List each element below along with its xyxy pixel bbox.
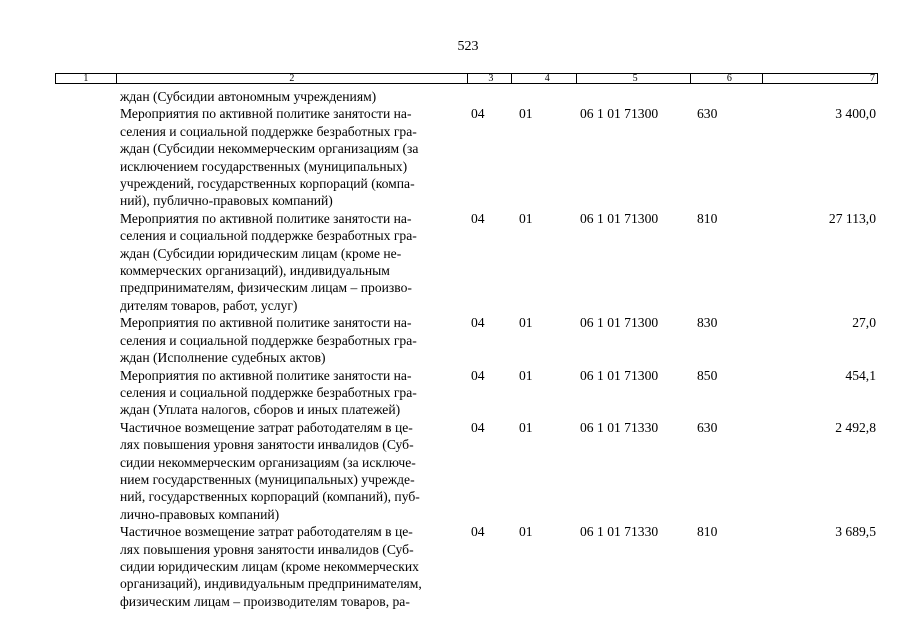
cell-section [468, 88, 512, 105]
cell-amount: 3 400,0 [835, 106, 876, 122]
table-header [55, 73, 878, 84]
cell-section: 04 [471, 315, 485, 331]
header-col-5: 5 [577, 74, 692, 83]
cell-description: Мероприятия по активной политике занятости на- селения и социальной поддержке безработных гра- ждан (Субсидии юридическим лицам (кроме не- коммерческих организаций), индивидуальным предпринимателям, физическим лицам – произво- дителям товаров, работ, услуг) [120, 210, 417, 313]
cell-col-1 [55, 419, 116, 523]
cell-col-1 [55, 367, 116, 419]
table-row [55, 88, 878, 105]
cell-subsection: 01 [519, 210, 533, 226]
cell-target-code: 06 1 01 71300 [580, 106, 659, 122]
cell-description: Мероприятия по активной политике занятости на- селения и социальной поддержке безработных гра- ждан (Уплата налогов, сборов и иных платежей) [120, 367, 417, 418]
cell-expense-type: 810 [697, 210, 718, 226]
header-col-4: 4 [512, 74, 577, 83]
page-number: 523 [457, 39, 479, 54]
cell-description: Мероприятия по активной политике занятости на- селения и социальной поддержке безработных гра- ждан (Субсидии некоммерческим организациям (за исключением государственных (муниципальных) учреждений, государственных корпораций (компа- ний), публично-правовых компаний) [120, 106, 419, 209]
cell-description: ждан (Субсидии автономным учреждениям) [120, 89, 377, 104]
cell-col-1 [55, 314, 116, 366]
cell-amount: 454,1 [845, 367, 876, 383]
cell-expense-type: 810 [697, 524, 718, 540]
cell-subsection: 01 [519, 367, 533, 383]
cell-col-1 [55, 210, 116, 314]
cell-section: 04 [471, 210, 485, 226]
cell-section: 04 [471, 106, 485, 122]
cell-subsection: 01 [519, 524, 533, 540]
table-row [55, 210, 878, 314]
cell-description: Частичное возмещение затрат работодателям в це- лях повышения уровня занятости инвалидов (Суб- сидии некоммерческим организациям (за исключе- нием государственных (муниципальных) учрежде- ний, государственных корпораций (компаний), пуб- лично-правовых компаний) [120, 419, 420, 522]
cell-section: 04 [471, 419, 485, 435]
cell-section: 04 [471, 524, 485, 540]
header-col-6: 6 [691, 74, 763, 83]
cell-target-code [577, 88, 692, 105]
table-row [55, 314, 878, 366]
table-row [55, 105, 878, 209]
table-row [55, 523, 878, 610]
cell-target-code: 06 1 01 71300 [580, 315, 659, 331]
header-col-3: 3 [468, 74, 512, 83]
cell-expense-type: 830 [697, 315, 718, 331]
cell-subsection: 01 [519, 419, 533, 435]
table-row [55, 419, 878, 523]
header-col-2: 2 [117, 74, 468, 83]
cell-target-code: 06 1 01 71300 [580, 367, 659, 383]
header-col-7: 7 [870, 73, 875, 84]
cell-subsection: 01 [519, 315, 533, 331]
cell-subsection: 01 [519, 106, 533, 122]
cell-col-1 [55, 105, 116, 209]
cell-col-1 [55, 523, 116, 610]
cell-amount: 27,0 [852, 315, 876, 331]
cell-description: Частичное возмещение затрат работодателям в це- лях повышения уровня занятости инвалидов (Суб- сидии юридическим лицам (кроме некоммерческих организаций), индивидуальным предпринимателям, физическим лицам – производителям товаров, ра- [120, 524, 422, 609]
cell-target-code: 06 1 01 71330 [580, 419, 659, 435]
cell-subsection [512, 88, 577, 105]
cell-target-code: 06 1 01 71330 [580, 524, 659, 540]
cell-expense-type: 850 [697, 367, 718, 383]
cell-amount: 2 492,8 [835, 419, 876, 435]
cell-target-code: 06 1 01 71300 [580, 210, 659, 226]
cell-section: 04 [471, 367, 485, 383]
cell-expense-type: 630 [697, 419, 718, 435]
cell-amount: 3 689,5 [835, 524, 876, 540]
cell-amount: 27 113,0 [828, 210, 876, 226]
cell-expense-type [692, 88, 764, 105]
cell-description: Мероприятия по активной политике занятости на- селения и социальной поддержке безработных гра- ждан (Исполнение судебных актов) [120, 315, 417, 366]
table-row [55, 367, 878, 419]
cell-expense-type: 630 [697, 106, 718, 122]
cell-amount [764, 88, 878, 105]
table-body [55, 88, 878, 610]
header-col-1: 1 [56, 74, 117, 83]
cell-col-1 [55, 88, 116, 105]
